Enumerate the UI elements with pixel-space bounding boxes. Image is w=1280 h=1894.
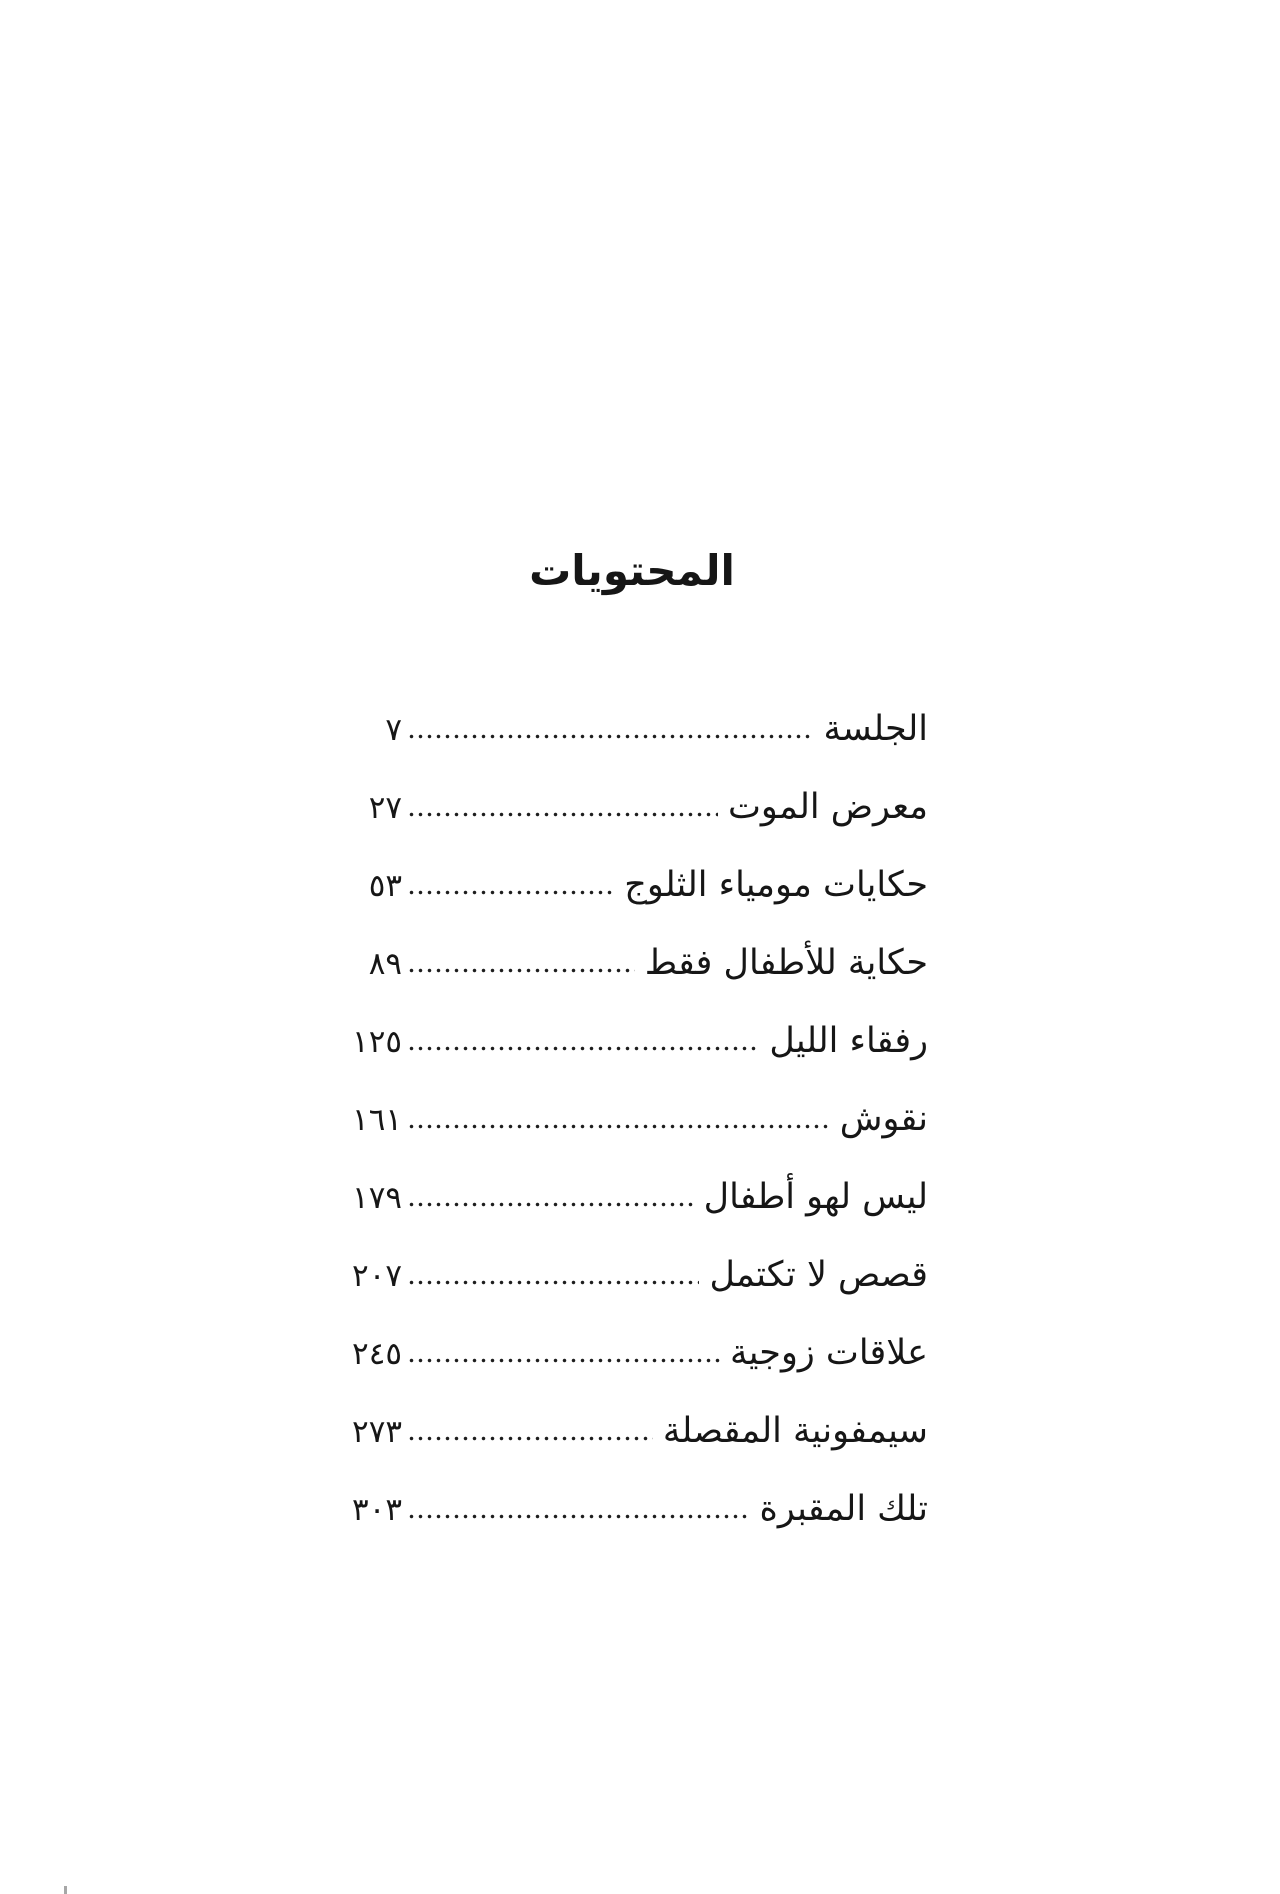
dotted-leader: [407, 1201, 694, 1208]
toc-entry-title: الجلسة: [823, 709, 928, 749]
toc-entry: [330, 1470, 928, 1548]
dotted-leader: [407, 889, 614, 896]
dotted-leader: [407, 1435, 653, 1442]
toc-entry-title: تلك المقبرة: [759, 1489, 928, 1529]
toc-entry-title: حكاية للأطفال فقط: [644, 943, 928, 983]
toc-entry-page-number: ٨٩: [368, 946, 402, 982]
toc-entry: [330, 924, 928, 1002]
toc-entry-page-number: ٥٣: [368, 868, 402, 904]
dotted-leader: [407, 1045, 759, 1052]
toc-entry: [330, 690, 928, 768]
toc-entry-page-number: ١٦١: [352, 1102, 402, 1138]
toc-entry-title: حكايات مومياء الثلوج: [624, 865, 928, 905]
toc-entry-page-number: ٣٠٣: [352, 1492, 402, 1528]
toc-entry-page-number: ٢٧٣: [352, 1414, 402, 1450]
toc-entry-title: معرض الموت: [727, 787, 928, 827]
toc-entry-title: ليس لهو أطفال: [703, 1177, 928, 1217]
toc-entry-page-number: ٢٠٧: [352, 1258, 402, 1294]
dotted-leader: [407, 1357, 720, 1364]
toc-entry-page-number: ١٧٩: [352, 1180, 402, 1216]
dotted-leader: [407, 1123, 830, 1130]
toc-entry-title: علاقات زوجية: [729, 1333, 928, 1373]
toc-entry-title: نقوش: [839, 1099, 928, 1139]
toc-entry-title: رفقاء الليل: [769, 1021, 928, 1061]
toc-entry: [330, 1236, 928, 1314]
toc-entry: [330, 1314, 928, 1392]
dotted-leader: [407, 733, 813, 740]
toc-entry-page-number: ٢٧: [368, 790, 402, 826]
toc-entry-page-number: ١٢٥: [352, 1024, 402, 1060]
toc-entry-page-number: ٢٤٥: [352, 1336, 402, 1372]
scan-artifact: [64, 1886, 67, 1894]
page-title: المحتويات: [529, 546, 735, 595]
toc-entry: [330, 1080, 928, 1158]
toc-entry-title: قصص لا تكتمل: [709, 1255, 928, 1295]
dotted-leader: [407, 811, 718, 818]
dotted-leader: [407, 1279, 699, 1286]
toc-entry: [330, 846, 928, 924]
dotted-leader: [407, 967, 635, 974]
toc-entry-page-number: ٧: [385, 712, 402, 748]
toc-entry-title: سيمفونية المقصلة: [662, 1411, 928, 1451]
toc-entry: [330, 1002, 928, 1080]
toc-entry: [330, 1158, 928, 1236]
toc-entry: [330, 768, 928, 846]
dotted-leader: [407, 1513, 750, 1520]
table-of-contents: [330, 690, 928, 1548]
toc-entry: [330, 1392, 928, 1470]
